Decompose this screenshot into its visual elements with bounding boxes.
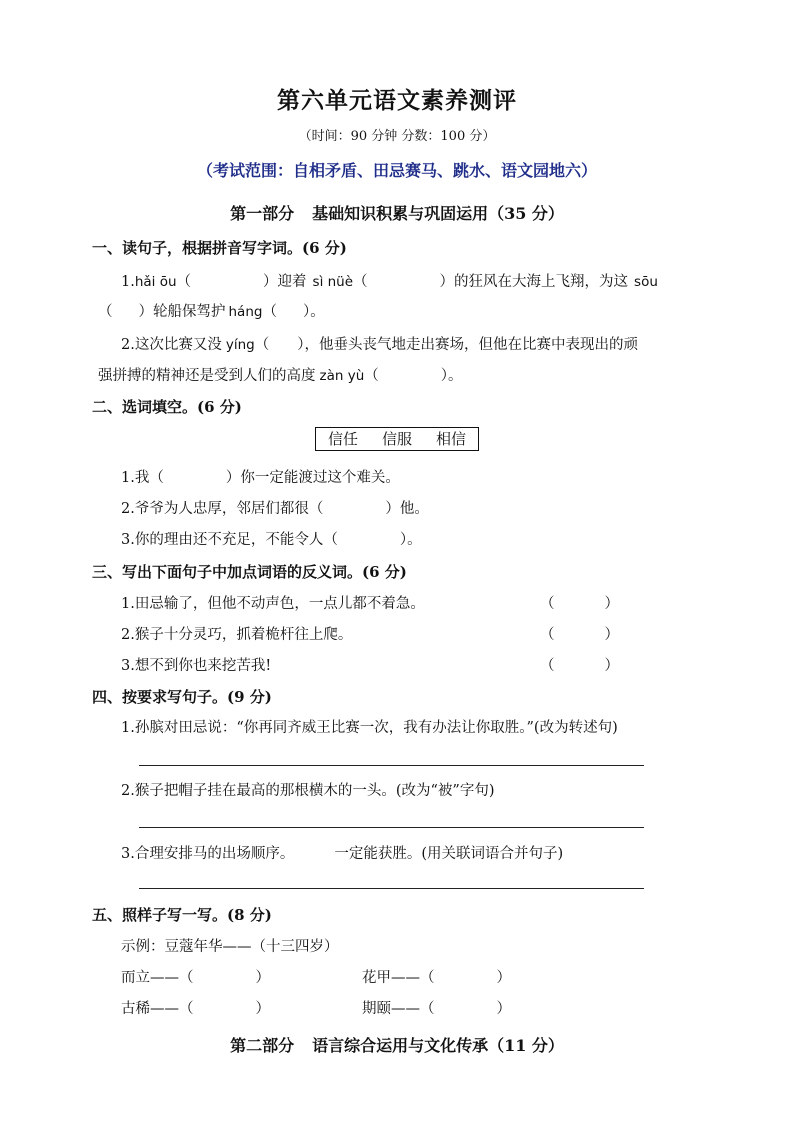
q2-sentence3 [121,528,422,549]
part-two-title: 语言综合运用与文化传承（11 分） [312,1036,564,1055]
q3-answer1[interactable] [540,592,619,613]
paren-open: （ [262,304,277,320]
word-option-3: 相信 [435,430,466,448]
time-score-info: （时间：90 分钟 分数：100 分） [298,129,496,144]
paren-close: ） [496,1001,511,1017]
q4-sentence1: 1.孙膑对田忌说：“你再同齐威王比赛一次，我有办法让你取胜。”(改为转述句) [121,720,618,736]
q2-s3-text: ）。 [399,532,422,548]
paren-close: ） [255,970,270,986]
q1-heading: 一、读句子，根据拼音写字词。(6 分) [92,239,347,257]
part-two-heading [0,1033,794,1056]
part-two-label: 第二部分 [230,1036,295,1055]
q1-s2-text: 强拼搏的精神还是受到人们的高度 [98,368,316,384]
q1-s2-text: ）。 [440,368,463,384]
q4-answer-line2[interactable] [139,827,644,828]
q3-answer3[interactable] [540,654,619,675]
pinyin-zanyu: zàn yù [319,368,365,384]
paren-open: （ [540,658,555,674]
q1-s1-text: ）轮船保驾护 [138,304,226,320]
paren-close: ） [255,1001,270,1017]
q3-sentence2: 2.猴子十分灵巧，抓着桅杆往上爬。 [121,627,353,643]
q2-s2-text: ）他。 [385,501,429,517]
q1-sentence2-line2 [98,364,463,385]
paren-open: （ [254,337,270,353]
q1-sentence2-line1 [121,333,638,354]
q1-sentence1-line2 [98,300,325,321]
q5-example: 示例：豆蔻年华——（十三四岁） [121,939,339,955]
q2-sentence1 [121,466,400,487]
q1-s2-text: 2.这次比赛又没 [121,337,222,353]
q1-sentence1-line1 [121,270,658,291]
q2-s2-text: 2.爷爷为人忠厚，邻居们都很（ [121,501,324,517]
q4-sentence2: 2.猴子把帽子挂在最高的那根横木的一头。(改为“被”字句) [121,783,495,799]
q5-item-label: 古稀——（ [121,1001,194,1017]
q3-answer2[interactable] [540,623,619,644]
q4-answer-line1[interactable] [139,765,644,766]
paren-open: （ [364,368,379,384]
paren-open: （ [540,627,555,643]
q4-answer-line3[interactable] [139,888,644,889]
word-option-1: 信任 [327,430,358,448]
q1-s2-text: ），他垂头丧气地走出赛场，但他在比赛中表现出的顽 [297,337,638,353]
q5-item-label: 花甲——（ [362,970,435,986]
exam-scope: （考试范围：自相矛盾、田忌赛马、跳水、语文园地六） [196,161,597,180]
pinyin-sou: sōu [634,274,658,290]
paren-close: ） [496,970,511,986]
q2-s1-text: ）你一定能渡过这个难关。 [225,470,400,486]
q5-item-label: 而立——（ [121,970,194,986]
q1-s1-text: ）迎着 [263,274,307,290]
q3-heading: 三、写出下面句子中加点词语的反义词。(6 分) [92,563,407,581]
q5-item-huajia [362,966,511,987]
paren-close: ） [604,627,619,643]
q5-item-erli [121,966,270,987]
pinyin-ying: yíng [225,337,255,353]
q4-s3-text: 一定能获胜。(用关联词语合并句子) [334,846,564,862]
paren-close: ） [604,658,619,674]
q5-heading: 五、照样子写一写。(8 分) [92,906,272,924]
pinyin-haiou: hǎi ōu [134,274,177,290]
q1-s1-num: 1. [121,274,135,290]
q4-s3-text: 3.合理安排马的出场顺序。 [121,846,295,862]
paren-open: （ [353,274,368,290]
q4-heading: 四、按要求写句子。(9 分) [92,688,272,706]
q2-sentence2 [121,497,429,518]
q3-sentence3: 3.想不到你也来挖苦我! [121,658,272,674]
part-one-title: 基础知识积累与巩固运用（35 分） [312,204,564,223]
q5-item-qiyi [362,997,511,1018]
q5-item-label: 期颐——（ [362,1001,435,1017]
q4-sentence3 [121,842,563,863]
word-choice-box [315,427,479,451]
pinyin-sinue: sì nüè [312,274,354,290]
q1-s1-text: ）。 [302,304,325,320]
q1-s1-text: ）的狂风在大海上飞翔，为这 [439,274,629,290]
q2-s1-text: 1.我（ [121,470,164,486]
paren-open: （ [176,274,192,290]
q3-sentence1: 1.田忌输了，但他不动声色，一点儿都不着急。 [121,596,425,612]
q5-item-guxi [121,997,270,1018]
part-one-label: 第一部分 [230,204,295,223]
q2-heading: 二、选词填空。(6 分) [92,398,242,416]
page-title: 第六单元语文素养测评 [277,87,517,114]
pinyin-hang: háng [228,304,263,320]
q2-s3-text: 3.你的理由还不充足，不能令人（ [121,532,338,548]
paren-open: （ [540,596,555,612]
paren-close: ） [604,596,619,612]
part-one-heading [0,201,794,224]
paren-open: （ [98,304,113,320]
word-option-2: 信服 [381,430,412,448]
